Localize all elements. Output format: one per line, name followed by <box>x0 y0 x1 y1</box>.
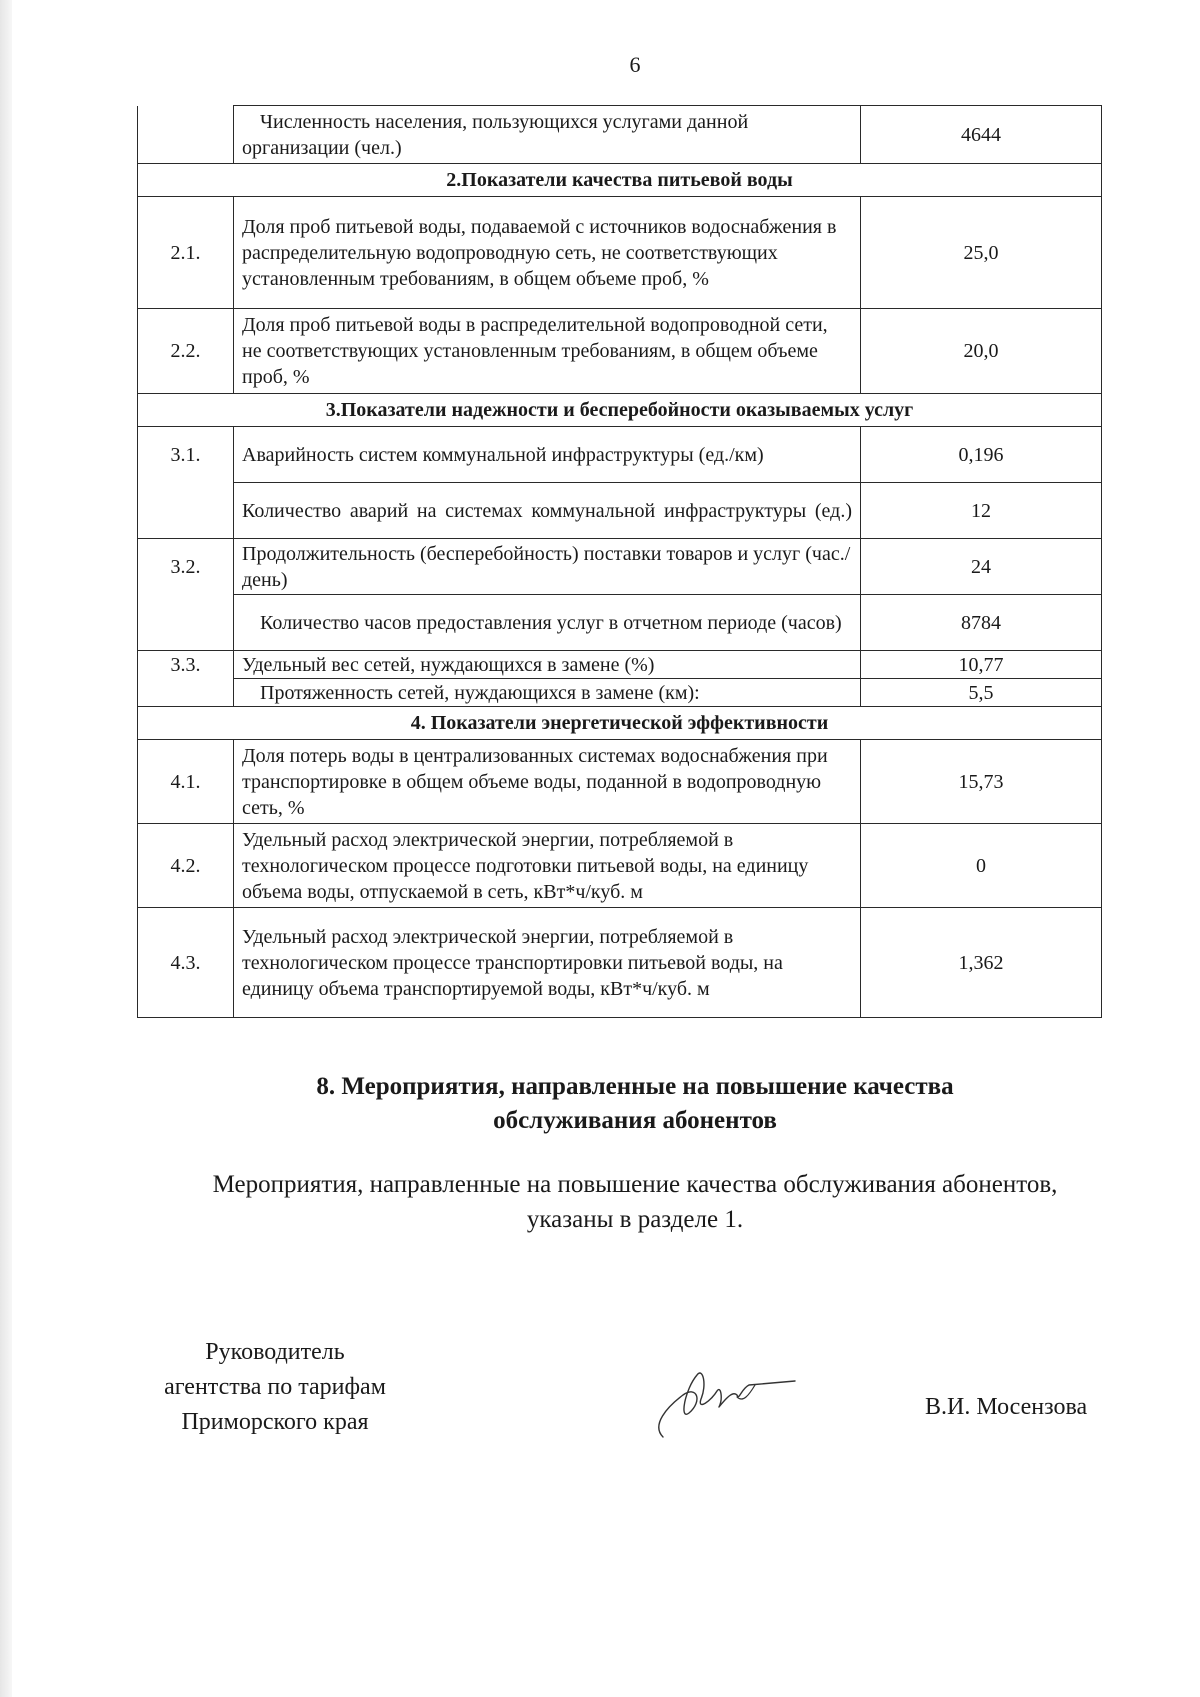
table-row <box>138 483 1102 539</box>
signer-title-line: Приморского края <box>181 1409 369 1435</box>
row-number: 4.3. <box>138 908 234 1018</box>
indicator-text: Количество часов предоставления услуг в отчетном периоде (часов) <box>234 595 861 651</box>
table-row <box>138 740 1102 824</box>
signer-title-line: Руководитель <box>205 1339 345 1365</box>
indicator-text: Численность населения, пользующихся услугами данной организации (чел.) <box>234 106 861 164</box>
section-title: 4. Показатели энергетической эффективности <box>138 707 1102 740</box>
scan-edge <box>0 0 12 1697</box>
table-row <box>138 427 1102 483</box>
section-row <box>138 707 1102 740</box>
indicator-text: Доля проб питьевой воды в распределительной водопроводной сети, не соответствующих установленным требованиям, в общем объеме проб, % <box>234 309 861 394</box>
section-row <box>138 394 1102 427</box>
signer-title <box>130 1335 420 1440</box>
indicator-value: 25,0 <box>861 197 1102 309</box>
handwritten-signature <box>645 1355 805 1445</box>
indicator-text: Удельный расход электрической энергии, потребляемой в технологическом процессе транспортировки питьевой воды, на единицу объема транспортируемой воды, кВт*ч/куб. м <box>234 908 861 1018</box>
indicator-text: Доля проб питьевой воды, подаваемой с источников водоснабжения в распределительную водопроводную сеть, не соответствующих установленным требованиям, в общем объеме проб, % <box>234 197 861 309</box>
indicator-value: 5,5 <box>861 679 1102 707</box>
indicator-text: Доля потерь воды в централизованных системах водоснабжения при транспортировке в общем объеме воды, поданной в водопроводную сеть, % <box>234 740 861 824</box>
section-row <box>138 164 1102 197</box>
section-heading-line: обслуживания абонентов <box>493 1107 777 1134</box>
table-row <box>138 197 1102 309</box>
section-heading-line: 8. Мероприятия, направленные на повышение качества <box>316 1073 954 1100</box>
indicator-text: Аварийность систем коммунальной инфраструктуры (ед./км) <box>234 427 861 483</box>
indicator-value: 15,73 <box>861 740 1102 824</box>
page-number: 6 <box>629 52 641 77</box>
table-row <box>138 824 1102 908</box>
indicator-text: Протяженность сетей, нуждающихся в замене (км): <box>234 679 861 707</box>
indicator-value: 20,0 <box>861 309 1102 394</box>
row-number <box>138 679 234 707</box>
table-row <box>138 539 1102 595</box>
indicator-value: 12 <box>861 483 1102 539</box>
row-number <box>138 106 234 164</box>
row-number: 4.1. <box>138 740 234 824</box>
section-title: 3.Показатели надежности и бесперебойности оказываемых услуг <box>138 394 1102 427</box>
indicators-table <box>137 105 1102 1018</box>
indicator-value: 10,77 <box>861 651 1102 679</box>
row-number <box>138 483 234 539</box>
indicator-value: 0,196 <box>861 427 1102 483</box>
signer-name: В.И. Мосензова <box>925 1394 1088 1420</box>
table-row <box>138 309 1102 394</box>
row-number: 2.1. <box>138 197 234 309</box>
section-title: 2.Показатели качества питьевой воды <box>138 164 1102 197</box>
indicator-value: 24 <box>861 539 1102 595</box>
row-number: 3.2. <box>138 539 234 595</box>
row-number: 2.2. <box>138 309 234 394</box>
row-number: 3.3. <box>138 651 234 679</box>
row-number <box>138 595 234 651</box>
signer-title-line: агентства по тарифам <box>164 1374 386 1400</box>
table-row <box>138 651 1102 679</box>
table-row <box>138 595 1102 651</box>
row-number: 4.2. <box>138 824 234 908</box>
section-heading <box>0 1070 1200 1138</box>
indicator-value: 8784 <box>861 595 1102 651</box>
table-row <box>138 679 1102 707</box>
section-text-line: Мероприятия, направленные на повышение качества обслуживания абонентов, <box>212 1171 1058 1198</box>
section-text-line: указаны в разделе 1. <box>526 1206 744 1233</box>
indicator-text: Количество аварий на системах коммунальной инфраструктуры (ед.) <box>234 483 861 539</box>
indicator-text: Удельный расход электрической энергии, потребляемой в технологическом процессе подготовки питьевой воды, на единицу объема воды, отпускаемой в сеть, кВт*ч/куб. м <box>234 824 861 908</box>
section-text <box>130 1167 1140 1237</box>
indicator-text: Продолжительность (бесперебойность) поставки товаров и услуг (час./день) <box>234 539 861 595</box>
indicator-text: Удельный вес сетей, нуждающихся в замене (%) <box>234 651 861 679</box>
indicator-value: 4644 <box>861 106 1102 164</box>
table-row <box>138 908 1102 1018</box>
indicator-value: 0 <box>861 824 1102 908</box>
table-row <box>138 106 1102 164</box>
indicator-value: 1,362 <box>861 908 1102 1018</box>
row-number: 3.1. <box>138 427 234 483</box>
